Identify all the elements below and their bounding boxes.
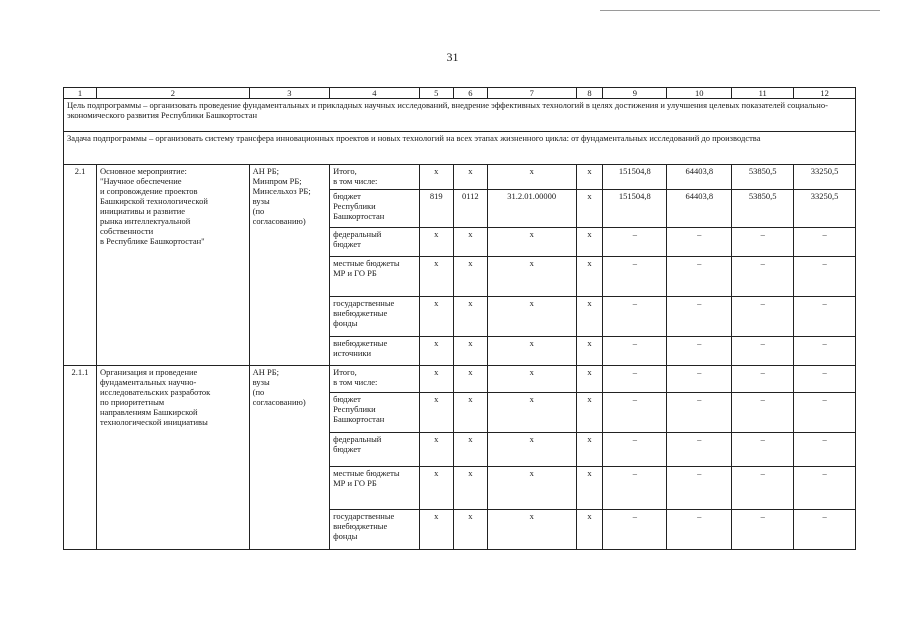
column-header: 3 — [249, 88, 329, 99]
cell-c11: – — [732, 257, 794, 297]
cell-c10: – — [667, 297, 732, 337]
column-header: 9 — [603, 88, 667, 99]
funding-source: местные бюджеты МР и ГО РБ — [330, 467, 420, 510]
cell-c11: – — [732, 393, 794, 433]
cell-c12: – — [794, 433, 856, 467]
cell-c12: – — [794, 257, 856, 297]
cell-c12: – — [794, 297, 856, 337]
funding-source: федеральный бюджет — [330, 433, 420, 467]
column-header: 2 — [97, 88, 250, 99]
cell-c5: х — [419, 510, 453, 550]
cell-c8: х — [576, 433, 603, 467]
cell-c11: 53850,5 — [732, 190, 794, 228]
task-row — [64, 132, 856, 165]
cell-c10: 64403,8 — [667, 190, 732, 228]
cell-c5: х — [419, 257, 453, 297]
top-rule — [600, 10, 880, 11]
funding-source: Итого, в том числе: — [330, 165, 420, 190]
cell-c7: х — [487, 297, 576, 337]
funding-source: внебюджетные источники — [330, 337, 420, 366]
cell-c7: х — [487, 393, 576, 433]
funding-source: Итого, в том числе: — [330, 366, 420, 393]
cell-c6: х — [453, 366, 487, 393]
cell-c6: х — [453, 297, 487, 337]
cell-c5: х — [419, 393, 453, 433]
cell-c11: – — [732, 228, 794, 257]
cell-c5: х — [419, 433, 453, 467]
column-header: 4 — [330, 88, 420, 99]
cell-c12: – — [794, 337, 856, 366]
cell-c12: 33250,5 — [794, 165, 856, 190]
cell-c9: – — [603, 337, 667, 366]
funding-source: государственные внебюджетные фонды — [330, 297, 420, 337]
cell-c10: – — [667, 393, 732, 433]
cell-c11: – — [732, 433, 794, 467]
cell-c8: х — [576, 165, 603, 190]
cell-c8: х — [576, 467, 603, 510]
cell-c9: – — [603, 433, 667, 467]
cell-c9: – — [603, 257, 667, 297]
cell-c12: – — [794, 366, 856, 393]
item-number: 2.1 — [64, 165, 97, 366]
table-row — [64, 165, 856, 190]
executor: АН РБ; Минпром РБ; Минсельхоз РБ; вузы (по согласованию) — [249, 165, 329, 366]
cell-c10: – — [667, 366, 732, 393]
cell-c12: 33250,5 — [794, 190, 856, 228]
column-header: 6 — [453, 88, 487, 99]
cell-c10: – — [667, 467, 732, 510]
cell-c11: – — [732, 467, 794, 510]
cell-c9: – — [603, 297, 667, 337]
cell-c6: х — [453, 228, 487, 257]
cell-c12: – — [794, 393, 856, 433]
cell-c10: – — [667, 510, 732, 550]
cell-c8: х — [576, 228, 603, 257]
cell-c11: 53850,5 — [732, 165, 794, 190]
cell-c8: х — [576, 366, 603, 393]
column-header: 8 — [576, 88, 603, 99]
cell-c12: – — [794, 467, 856, 510]
cell-c5: х — [419, 228, 453, 257]
funding-source: бюджет Республики Башкортостан — [330, 190, 420, 228]
cell-c7: 31.2.01.00000 — [487, 190, 576, 228]
cell-c7: х — [487, 337, 576, 366]
cell-c8: х — [576, 393, 603, 433]
column-header: 5 — [419, 88, 453, 99]
goal-row — [64, 99, 856, 132]
cell-c8: х — [576, 337, 603, 366]
cell-c12: – — [794, 228, 856, 257]
executor: АН РБ; вузы (по согласованию) — [249, 366, 329, 550]
cell-c7: х — [487, 433, 576, 467]
cell-c8: х — [576, 510, 603, 550]
funding-table — [63, 87, 856, 550]
cell-c7: х — [487, 228, 576, 257]
cell-c12: – — [794, 510, 856, 550]
activity-name: Организация и проведение фундаментальных научно- исследовательских разработок по приоритетным направлениям Башкирской технологической инициативы — [97, 366, 250, 550]
cell-c8: х — [576, 190, 603, 228]
cell-c10: – — [667, 257, 732, 297]
cell-c6: 0112 — [453, 190, 487, 228]
cell-c6: х — [453, 433, 487, 467]
cell-c10: – — [667, 228, 732, 257]
cell-c11: – — [732, 337, 794, 366]
column-header: 12 — [794, 88, 856, 99]
table-row — [64, 366, 856, 393]
cell-c10: – — [667, 337, 732, 366]
column-header: 11 — [732, 88, 794, 99]
cell-c6: х — [453, 510, 487, 550]
cell-c9: – — [603, 393, 667, 433]
cell-c9: – — [603, 366, 667, 393]
cell-c8: х — [576, 257, 603, 297]
cell-c5: х — [419, 337, 453, 366]
cell-c9: – — [603, 228, 667, 257]
cell-c6: х — [453, 393, 487, 433]
cell-c9: – — [603, 510, 667, 550]
cell-c6: х — [453, 337, 487, 366]
item-number: 2.1.1 — [64, 366, 97, 550]
cell-c5: х — [419, 366, 453, 393]
cell-c6: х — [453, 257, 487, 297]
cell-c9: 151504,8 — [603, 165, 667, 190]
cell-c7: х — [487, 510, 576, 550]
cell-c5: х — [419, 165, 453, 190]
cell-c5: х — [419, 297, 453, 337]
cell-c5: 819 — [419, 190, 453, 228]
cell-c9: – — [603, 467, 667, 510]
cell-c7: х — [487, 467, 576, 510]
column-number-row — [64, 88, 856, 99]
column-header: 10 — [667, 88, 732, 99]
funding-source: бюджет Республики Башкортостан — [330, 393, 420, 433]
column-header: 7 — [487, 88, 576, 99]
cell-c7: х — [487, 366, 576, 393]
funding-source: государственные внебюджетные фонды — [330, 510, 420, 550]
cell-c6: х — [453, 165, 487, 190]
cell-c10: – — [667, 433, 732, 467]
funding-source: местные бюджеты МР и ГО РБ — [330, 257, 420, 297]
cell-c7: х — [487, 165, 576, 190]
cell-c10: 64403,8 — [667, 165, 732, 190]
cell-c11: – — [732, 510, 794, 550]
activity-name: Основное мероприятие: "Научное обеспечение и сопровождение проектов Башкирской технологической инициативы и развитие рынка интеллектуальной собственности в Республике Башкортостан" — [97, 165, 250, 366]
cell-c8: х — [576, 297, 603, 337]
subprogram-goal: Цель подпрограммы – организовать проведение фундаментальных и прикладных научных исследований, внедрение эффективных технологий в целях достижения и улучшения целевых показателей социально-экономического развития Республики Башкортостан — [64, 99, 856, 132]
cell-c6: х — [453, 467, 487, 510]
page-number: 31 — [446, 50, 459, 64]
subprogram-task: Задача подпрограммы – организовать систему трансфера инновационных проектов и новых технологий на всех этапах жизненного цикла: от фундаментальных исследований до производства — [64, 132, 856, 165]
cell-c5: х — [419, 467, 453, 510]
cell-c9: 151504,8 — [603, 190, 667, 228]
column-header: 1 — [64, 88, 97, 99]
funding-source: федеральный бюджет — [330, 228, 420, 257]
cell-c11: – — [732, 366, 794, 393]
cell-c11: – — [732, 297, 794, 337]
cell-c7: х — [487, 257, 576, 297]
